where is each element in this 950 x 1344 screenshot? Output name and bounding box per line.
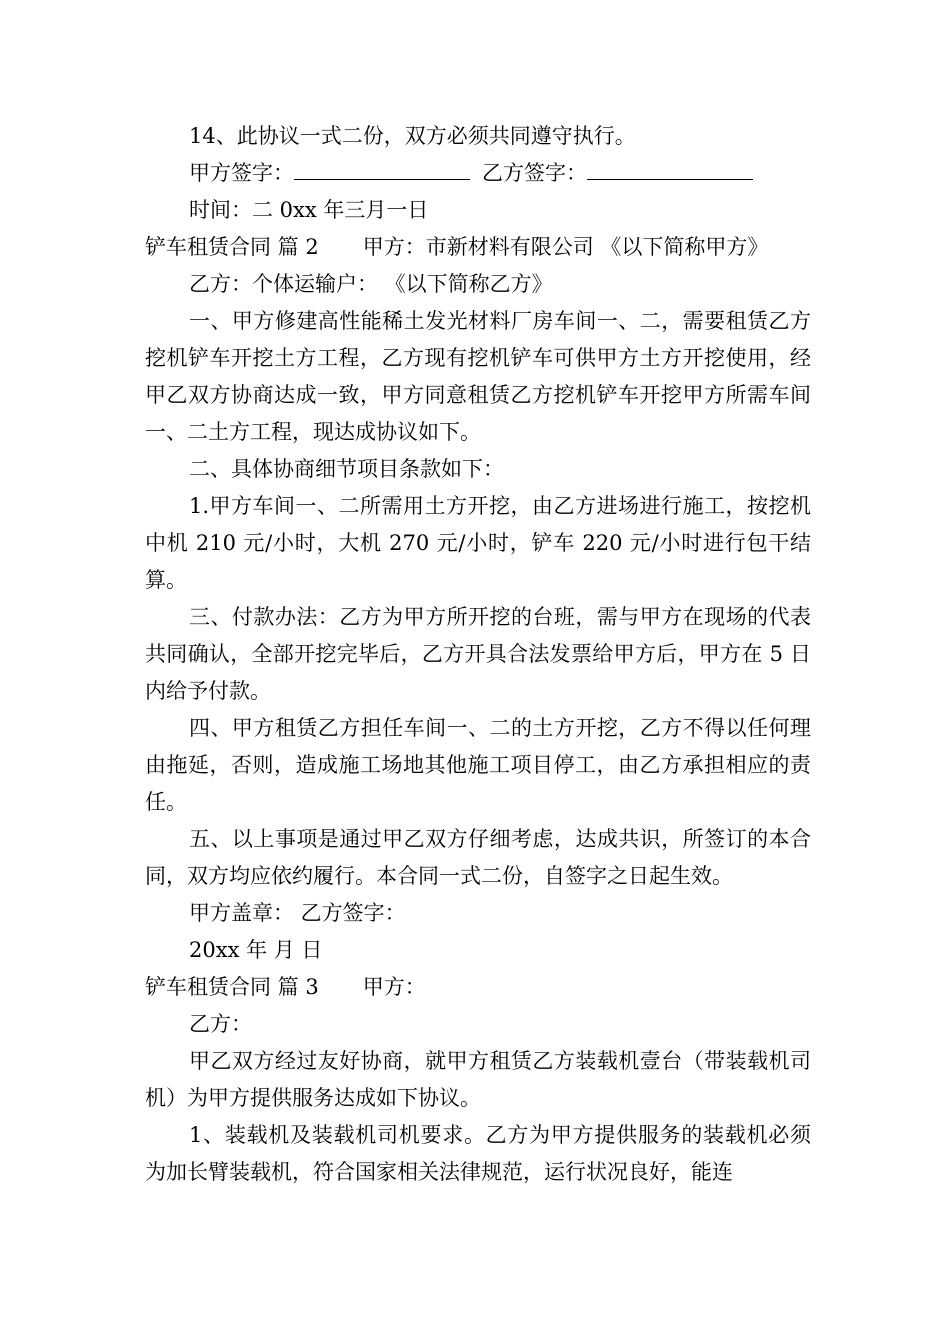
time-line: 时间：二 0xx 年三月一日 [189, 198, 429, 222]
section-3-title: 铲车租赁合同 篇 3 [145, 975, 319, 999]
section-2-seal-line: 甲方盖章： 乙方签字： [189, 901, 406, 925]
party-b-signature-blank [587, 159, 753, 180]
section-2-para-2: 二、具体协商细节项目条款如下： [189, 457, 504, 481]
section-2-party-b: 乙方：个体运输户： 《以下简称乙方》 [189, 272, 553, 296]
section-3-party-a: 甲方： [362, 975, 426, 999]
section-2-para-4: 三、付款办法：乙方为甲方所开挖的台班，需与甲方在现场的代表共同确认，全部开挖完毕后，乙方开具合法发票给甲方后，甲方在 5 日内给予付款。 [145, 605, 811, 703]
section-3-party-b: 乙方： [189, 1012, 252, 1036]
party-a-signature-blank [294, 159, 470, 180]
section-3-para-1: 甲乙双方经过友好协商，就甲方租赁乙方装载机壹台（带装载机司机）为甲方提供服务达成如下协议。 [145, 1049, 811, 1110]
section-3-para-2: 1、装载机及装载机司机要求。乙方为甲方提供服务的装载机必须为加长臂装载机，符合国家相关法律规范，运行状况良好，能连 [145, 1123, 811, 1184]
clause-14: 14、此协议一式二份，双方必须共同遵守执行。 [189, 124, 636, 148]
party-a-signature-label: 甲方签字： [189, 161, 294, 185]
section-2-para-3: 1.甲方车间一、二所需用土方开挖，由乙方进场进行施工，按挖机中机 210 元/小时，大机 270 元/小时，铲车 220 元/小时进行包干结算。 [145, 494, 811, 592]
section-2-title: 铲车租赁合同 篇 2 [145, 235, 319, 259]
section-3-heading [145, 969, 811, 1006]
section-2-para-1: 一、甲方修建高性能稀土发光材料厂房车间一、二，需要租赁乙方挖机铲车开挖土方工程，乙方现有挖机铲车可供甲方土方开挖使用，经甲乙双方协商达成一致，甲方同意租赁乙方挖机铲车开挖甲方所需车间一、二土方工程，现达成协议如下。 [145, 309, 811, 444]
party-b-signature-label: 乙方签字： [482, 161, 587, 185]
section-2-para-6: 五、以上事项是通过甲乙双方仔细考虑，达成共识，所签订的本合同，双方均应依约履行。本合同一式二份，自签字之日起生效。 [145, 827, 811, 888]
section-2-party-a: 甲方：市新材料有限公司 《以下简称甲方》 [362, 235, 769, 259]
section-2-date-line: 20xx 年 月 日 [189, 938, 323, 962]
signature-line [145, 155, 811, 192]
section-2-para-5: 四、甲方租赁乙方担任车间一、二的土方开挖，乙方不得以任何理由拖延，否则，造成施工场地其他施工项目停工，由乙方承担相应的责任。 [145, 716, 811, 814]
document-body [145, 118, 811, 1191]
section-2-heading [145, 229, 811, 266]
